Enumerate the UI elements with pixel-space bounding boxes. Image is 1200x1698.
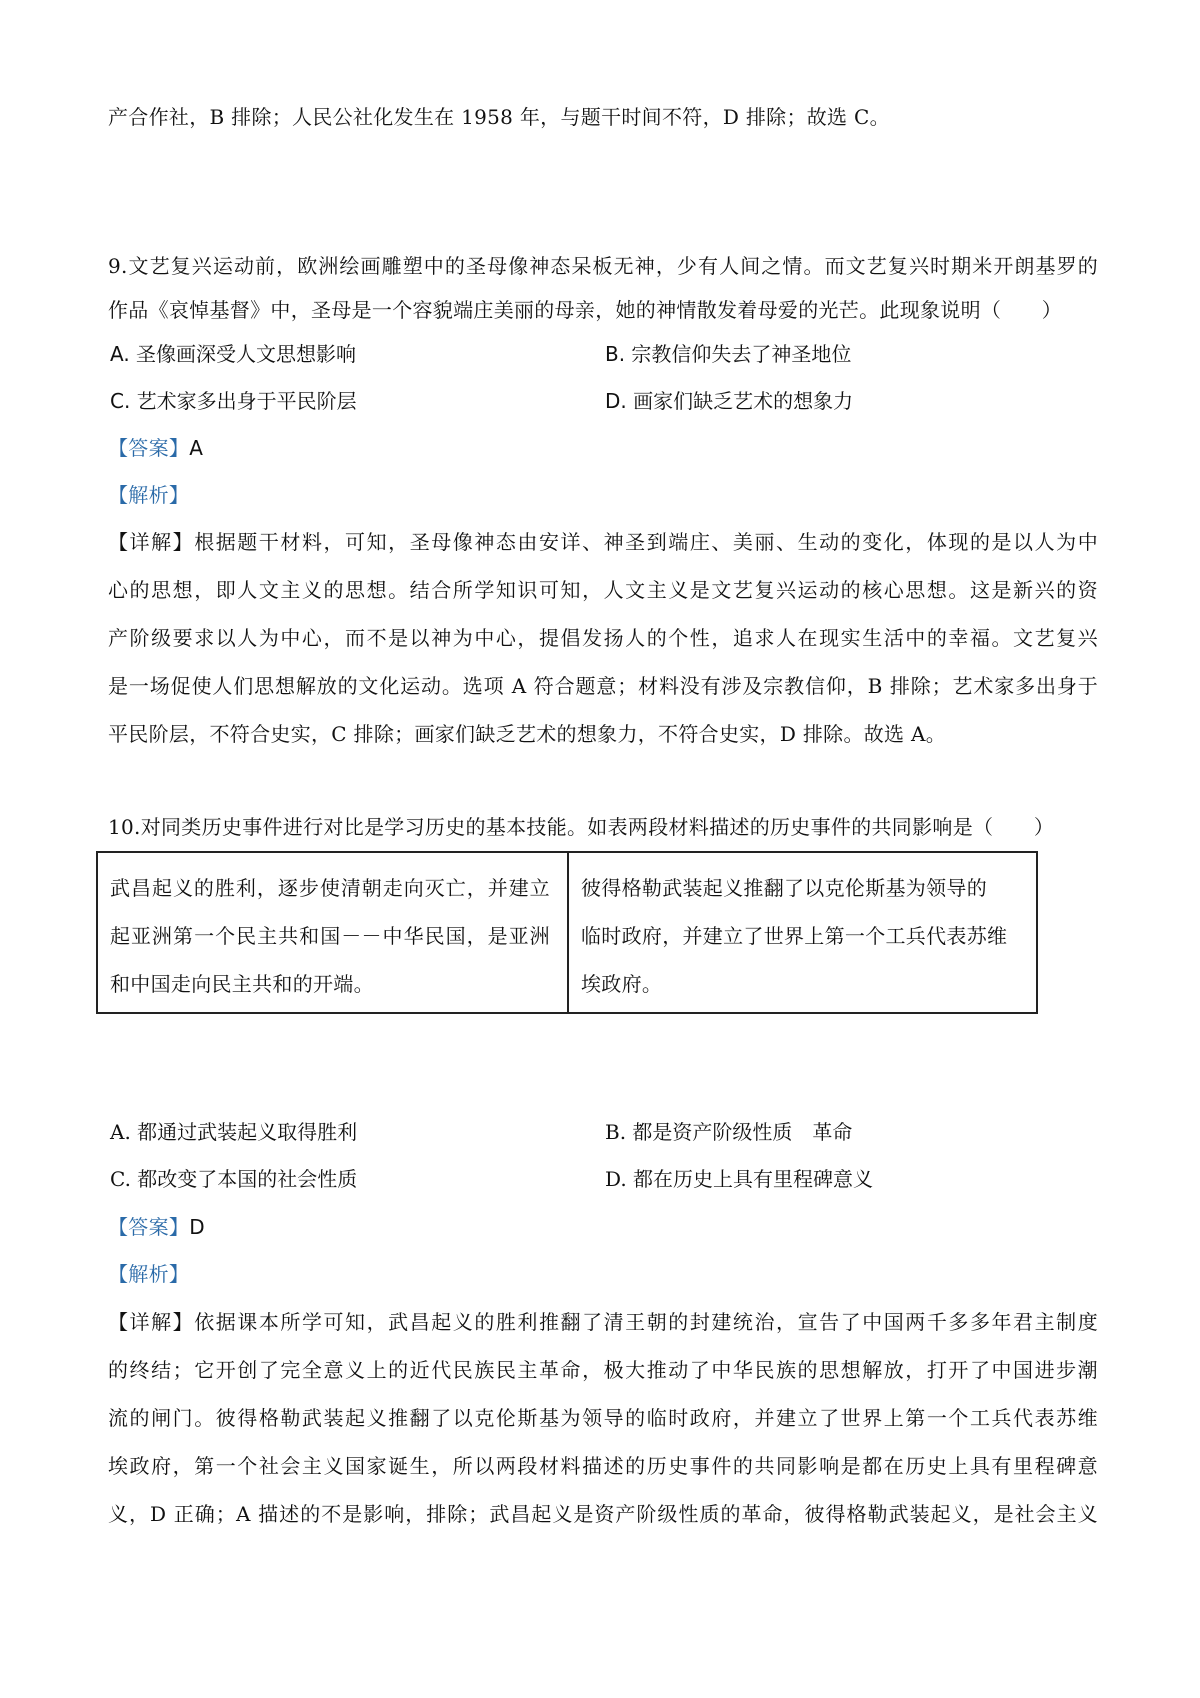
- q9-answer: [108, 435, 1098, 461]
- table-cell-wuchang: [98, 853, 569, 1012]
- carryover-text: 产合作社，B 排除；人民公社化发生在 1958 年，与题干时间不符，D 排除；故选 C。: [108, 105, 890, 129]
- q9-option-b: B. 宗教信仰失去了神圣地位: [605, 342, 852, 366]
- q9-option-c: C. 艺术家多出身于平民阶层: [110, 389, 357, 413]
- table-left-line-1: 武昌起义的胜利，逐步使清朝走向灭亡，并建立: [110, 876, 550, 900]
- q10-option-a: A. 都通过武装起义取得胜利: [110, 1120, 358, 1144]
- q10-answer: [108, 1214, 1098, 1240]
- table-left-line-2: 起亚洲第一个民主共和国－－中华民国，是亚洲: [110, 924, 550, 948]
- q9-option-d: D. 画家们缺乏艺术的想象力: [605, 389, 854, 413]
- table-left-line-3: 和中国走向民主共和的开端。: [110, 972, 374, 996]
- detail-text: 依据课本所学可知，武昌起义的胜利推翻了清王朝的封建统治，宣告了中国两千多多年君主制度: [194, 1310, 1098, 1334]
- table-right-line-2: 临时政府，并建立了世界上第一个工兵代表苏维: [581, 924, 1008, 948]
- q10-option-d: D. 都在历史上具有里程碑意义: [605, 1167, 874, 1191]
- q10-stem: 10.对同类历史事件进行对比是学习历史的基本技能。如表两段材料描述的历史事件的共同影响是（ ）: [108, 815, 1055, 839]
- answer-tag: 【答案】: [108, 1215, 190, 1239]
- table-right-line-1: 彼得格勒武装起义推翻了以克伦斯基为领导的: [581, 876, 987, 900]
- q10-option-c: C. 都改变了本国的社会性质: [110, 1167, 358, 1191]
- q10-detail-line-2: 的终结；它开创了完全意义上的近代民族民主革命，极大推动了中华民族的思想解放，打开了中国进步潮: [108, 1358, 1098, 1382]
- q10-detail-line-3: 流的闸门。彼得格勒武装起义推翻了以克伦斯基为领导的临时政府，并建立了世界上第一个工兵代表苏维: [108, 1406, 1098, 1430]
- detail-tag: 【详解】: [108, 530, 195, 554]
- answer-value: D: [189, 1215, 205, 1239]
- q9-stem-line-2: 作品《哀悼基督》中，圣母是一个容貌端庄美丽的母亲，她的神情散发着母爱的光芒。此现象说明（ ）: [108, 298, 1063, 322]
- q9-analysis-tag: 【解析】: [108, 483, 190, 507]
- q10-detail-line-5: 义，D 正确；A 描述的不是影响，排除；武昌起义是资产阶级性质的革命，彼得格勒武装起义，是社会主义: [108, 1502, 1098, 1526]
- q10-comparison-table: [96, 851, 1038, 1014]
- q9-detail-line-1: [108, 529, 1098, 555]
- answer-value: A: [189, 436, 204, 460]
- q10-option-b: B. 都是资产阶级性质 革命: [605, 1120, 853, 1144]
- q9-detail-line-2: 心的思想，即人文主义的思想。结合所学知识可知，人文主义是文艺复兴运动的核心思想。这是新兴的资: [108, 578, 1098, 602]
- q9-detail-line-5: 平民阶层，不符合史实，C 排除；画家们缺乏艺术的想象力，不符合史实，D 排除。故选 A。: [108, 722, 947, 746]
- q9-stem-line-1: 9.文艺复兴运动前，欧洲绘画雕塑中的圣母像神态呆板无神，少有人间之情。而文艺复兴时期米开朗基罗的: [108, 254, 1098, 278]
- q9-option-a: A. 圣像画深受人文思想影响: [110, 342, 357, 366]
- table-cell-petrograd: [569, 853, 1036, 1012]
- q10-detail-line-1: [108, 1309, 1098, 1335]
- detail-tag: 【详解】: [108, 1310, 195, 1334]
- detail-text: 根据题干材料，可知，圣母像神态由安详、神圣到端庄、美丽、生动的变化，体现的是以人为中: [194, 530, 1098, 554]
- q9-detail-line-4: 是一场促使人们思想解放的文化运动。选项 A 符合题意；材料没有涉及宗教信仰，B 排除；艺术家多出身于: [108, 674, 1098, 698]
- table-right-line-3: 埃政府。: [581, 972, 663, 996]
- q10-analysis-tag: 【解析】: [108, 1262, 190, 1286]
- answer-tag: 【答案】: [108, 436, 190, 460]
- q9-detail-line-3: 产阶级要求以人为中心，而不是以神为中心，提倡发扬人的个性，追求人在现实生活中的幸福。文艺复兴: [108, 626, 1098, 650]
- q10-detail-line-4: 埃政府，第一个社会主义国家诞生，所以两段材料描述的历史事件的共同影响是都在历史上具有里程碑意: [108, 1454, 1098, 1478]
